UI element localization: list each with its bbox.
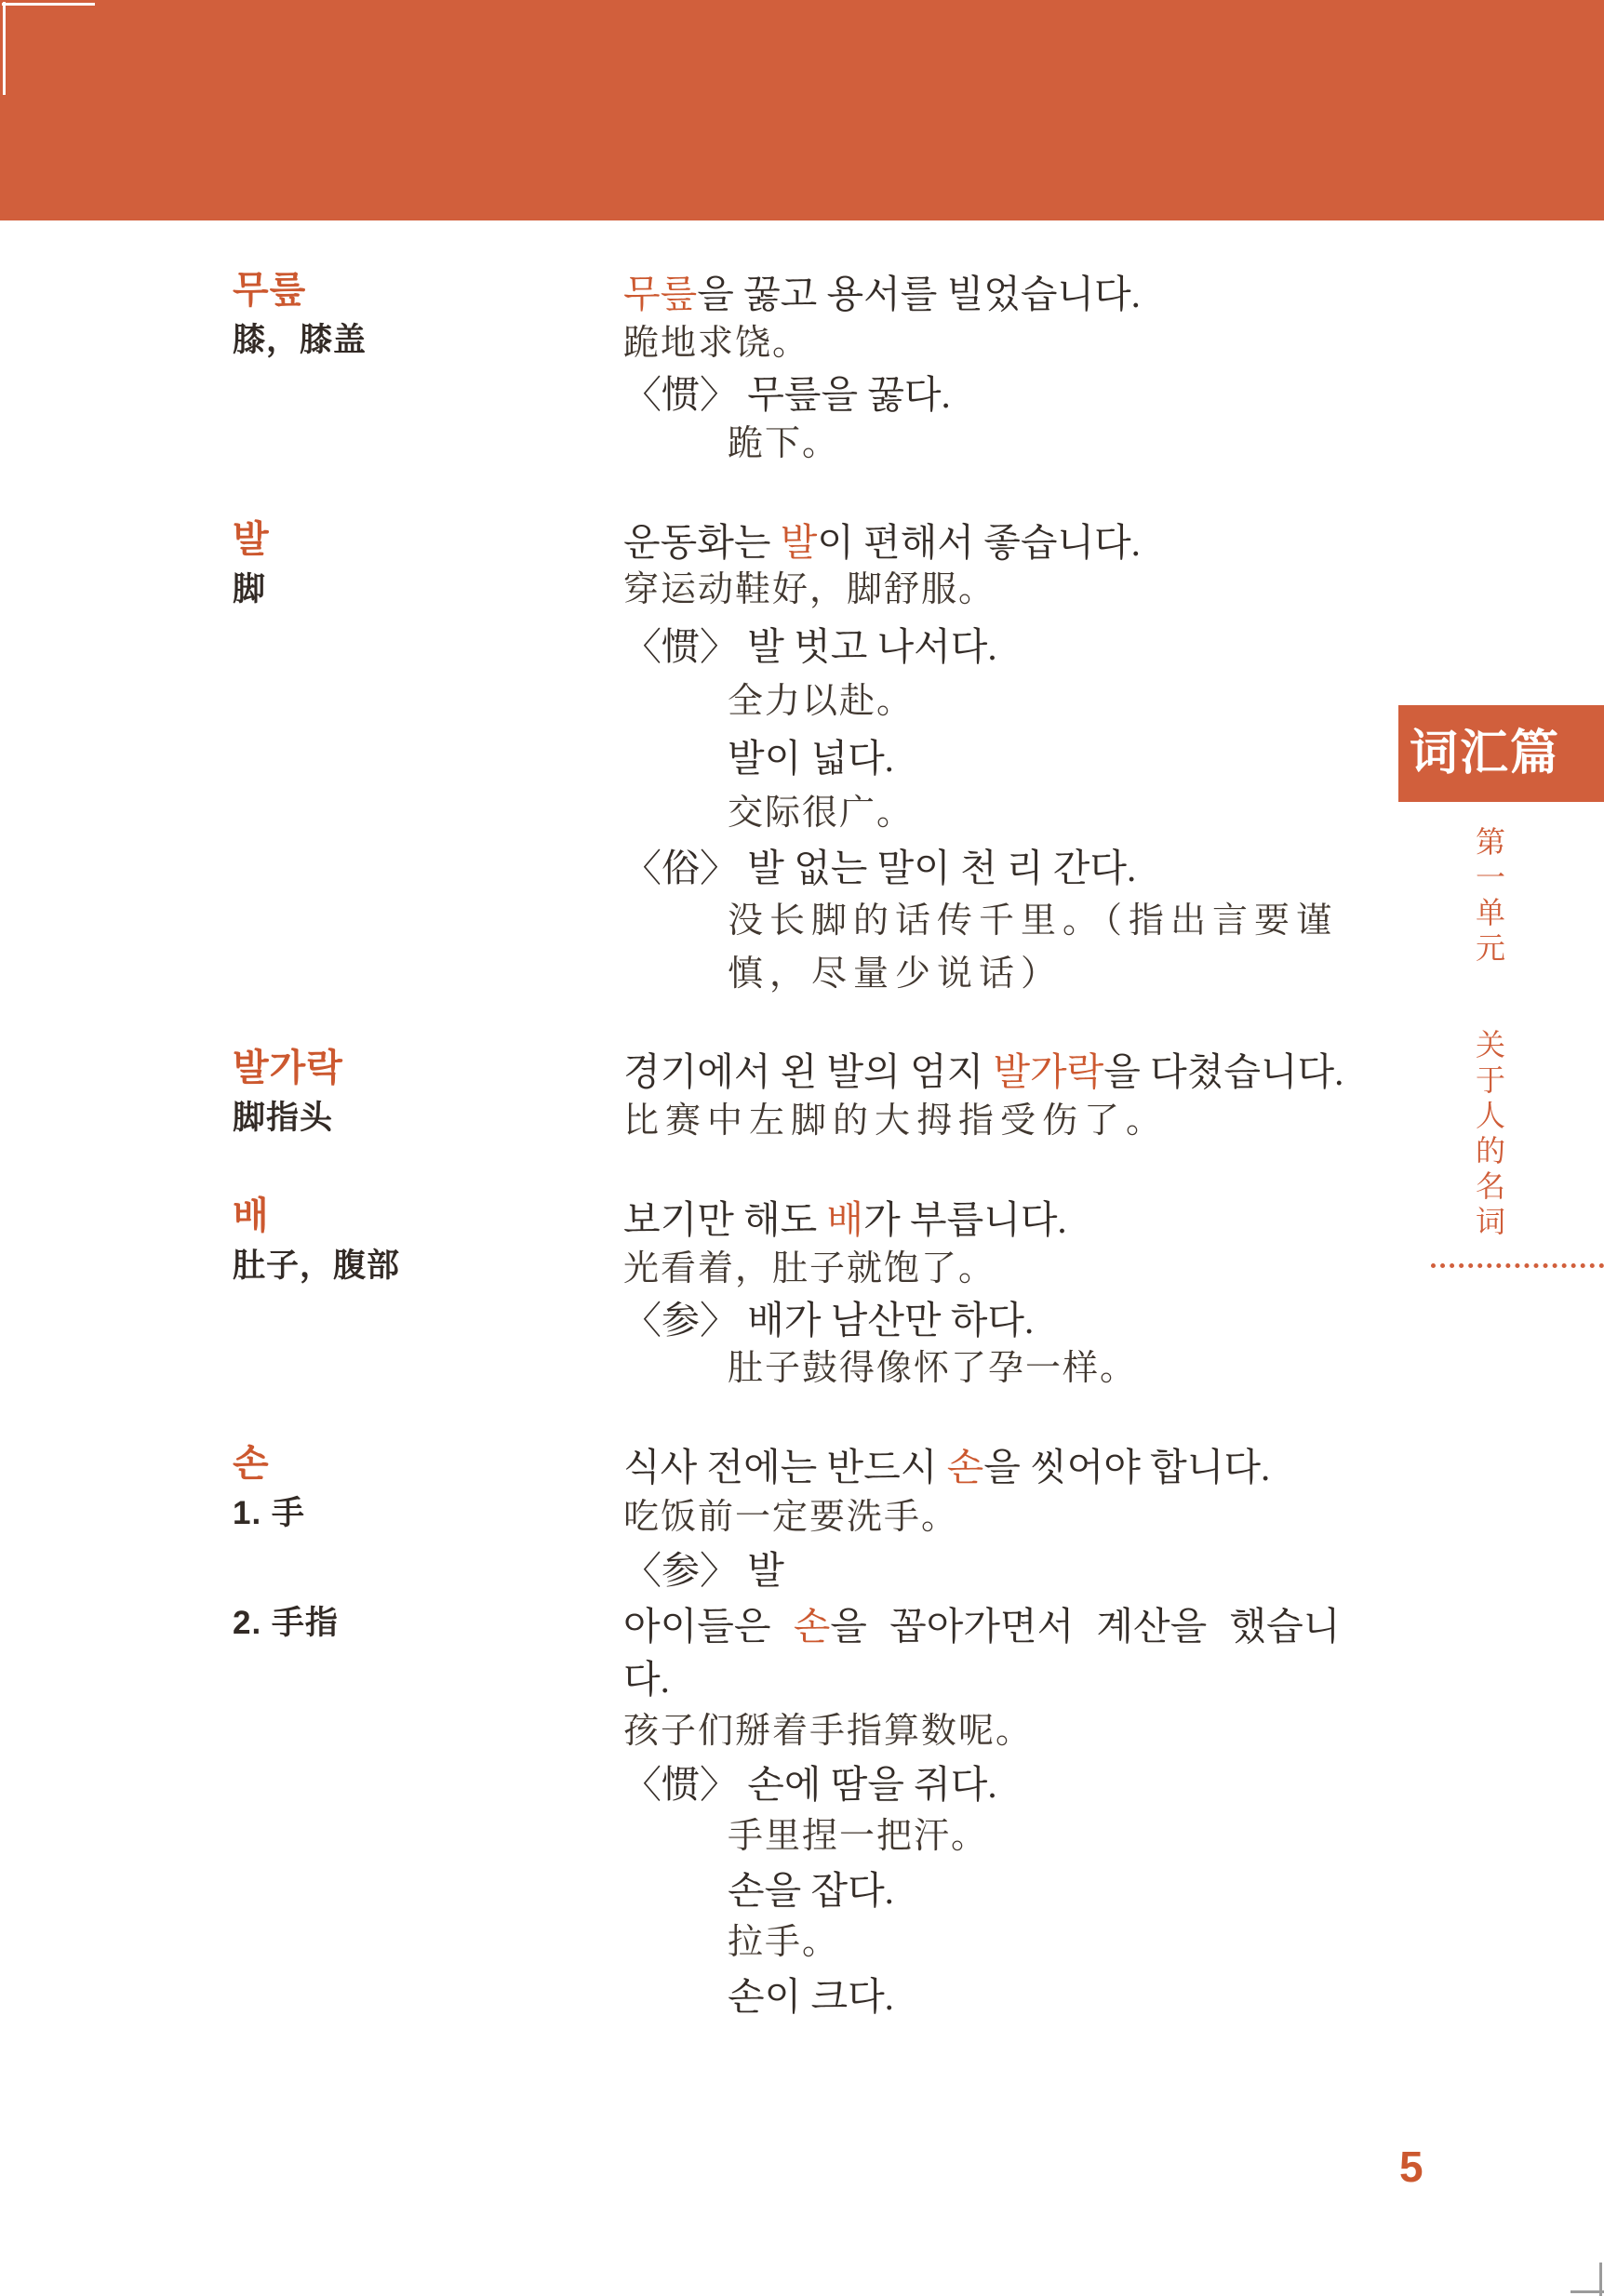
text-segment: 没长脚的话传千里。（指出言要谨 [728,901,1339,941]
entry-headword: 발가락 [233,1048,343,1088]
text-segment: 肚子鼓得像怀了孕一样。 [728,1349,1138,1388]
text-segment: 손이 크다. [728,1975,894,2018]
text-segment: 手里捏一把汗。 [728,1817,989,1856]
entry-gloss: 膝，膝盖 [233,322,368,358]
example-line [728,795,914,831]
unit-topic-label: 关于人的名词 [1472,1029,1505,1241]
example-line [728,1925,839,1960]
text-segment: 을 꿇고 용서를 빌었습니다. [697,273,1141,315]
text-segment: 比赛中左脚的大拇指受伤了。 [623,1101,1169,1141]
section-tab [1398,705,1604,802]
entry-gloss: 1. 手 [233,1495,305,1531]
text-segment: 〈惯〉 손에 땀을 쥐다. [623,1763,997,1806]
text-segment: 식사 전에는 반드시 [623,1446,947,1488]
highlighted-word: 배 [826,1198,864,1241]
header-band [0,0,1604,220]
crop-mark-top-left [2,3,95,6]
page-number: 5 [1399,2142,1424,2191]
text-segment: 이 편해서 좋습니다. [817,521,1141,564]
sidebar-unit-text [1474,826,1504,1241]
text-segment: 吃饭前一定要洗手。 [623,1498,959,1537]
text-segment: 보기만 해도 [623,1198,827,1241]
example-line [728,737,894,780]
example-line [623,1251,996,1287]
example-line [623,521,1141,564]
entry-headword: 발 [233,519,270,560]
example-line [623,849,1136,888]
example-line [623,1714,1033,1749]
example-line [623,326,809,361]
example-line [728,1975,894,2018]
crop-mark-bottom-right [1571,2290,1604,2293]
section-tab-label: 词汇篇 [1410,727,1561,781]
text-segment: 拉手。 [728,1923,840,1962]
unit-number-label: 第一单元 [1472,826,1505,968]
text-segment: 全力以赴。 [728,682,915,721]
entry-gloss: 脚指头 [233,1100,334,1136]
entry-headword: 배 [233,1195,270,1236]
text-segment: 을 씻어야 합니다. [983,1446,1271,1488]
text-segment: 〈惯〉 무릎을 꿇다. [623,373,951,416]
text-segment: 交际很广。 [728,794,915,833]
text-segment: 跪下。 [728,424,840,463]
text-segment: 운동화는 [623,521,781,564]
entry-gloss: 2. 手指 [233,1605,339,1641]
highlighted-word: 무릎 [623,273,698,315]
example-line [623,625,997,668]
text-segment: 〈参〉 배가 남산만 하다. [623,1299,1035,1342]
highlighted-word: 손 [946,1446,984,1488]
example-line [623,1658,670,1701]
example-line [728,1869,894,1912]
example-line [623,572,996,607]
example-line [623,1103,1168,1139]
example-line [623,1500,958,1535]
example-line [623,275,1141,314]
example-line [728,1819,988,1854]
example-line [728,956,1063,992]
text-segment: 손을 잡다. [728,1869,894,1912]
example-line [728,903,1338,939]
highlighted-word: 발 [780,521,818,564]
text-segment: 〈参〉 발 [623,1549,784,1592]
highlighted-word: 손 [793,1605,831,1648]
text-segment: 가 부릅니다. [863,1198,1067,1241]
example-line [623,1763,997,1806]
example-line [623,1050,1344,1093]
text-segment: 을 꼽아가면서 계산을 했습니 [830,1605,1341,1648]
entry-gloss: 脚 [233,571,267,607]
dotted-divider [1431,1263,1604,1268]
example-line [623,1299,1035,1342]
text-segment: 발이 넓다. [728,737,894,780]
text-segment: 孩子们掰着手指算数呢。 [623,1712,1034,1751]
example-line [623,1198,1067,1241]
text-segment: 다. [623,1658,670,1701]
text-segment: 跪地求饶。 [623,324,810,363]
entry-headword: 손 [233,1443,270,1484]
example-line [728,1351,1137,1386]
entry-headword: 무릎 [233,270,307,311]
text-segment: 〈俗〉 발 없는 말이 천 리 간다. [623,847,1137,889]
text-segment: 慎，尽量少说话） [728,954,1063,994]
example-line [623,1549,784,1592]
highlighted-word: 발가락 [993,1050,1104,1093]
text-segment: 穿运动鞋好，脚舒服。 [623,570,996,609]
example-line [728,684,914,719]
entry-gloss: 肚子，腹部 [233,1248,401,1284]
example-line [623,1605,1341,1648]
text-segment: 을 다쳤습니다. [1103,1050,1344,1093]
text-segment: 〈惯〉 발 벗고 나서다. [623,625,997,668]
text-segment: 光看着，肚子就饱了。 [623,1249,996,1288]
example-line [623,373,951,416]
text-segment: 아이들은 [623,1605,794,1648]
example-line [728,426,839,461]
text-segment: 경기에서 왼 발의 엄지 [623,1050,994,1093]
example-line [623,1448,1270,1487]
crop-mark-top-left [3,2,6,95]
